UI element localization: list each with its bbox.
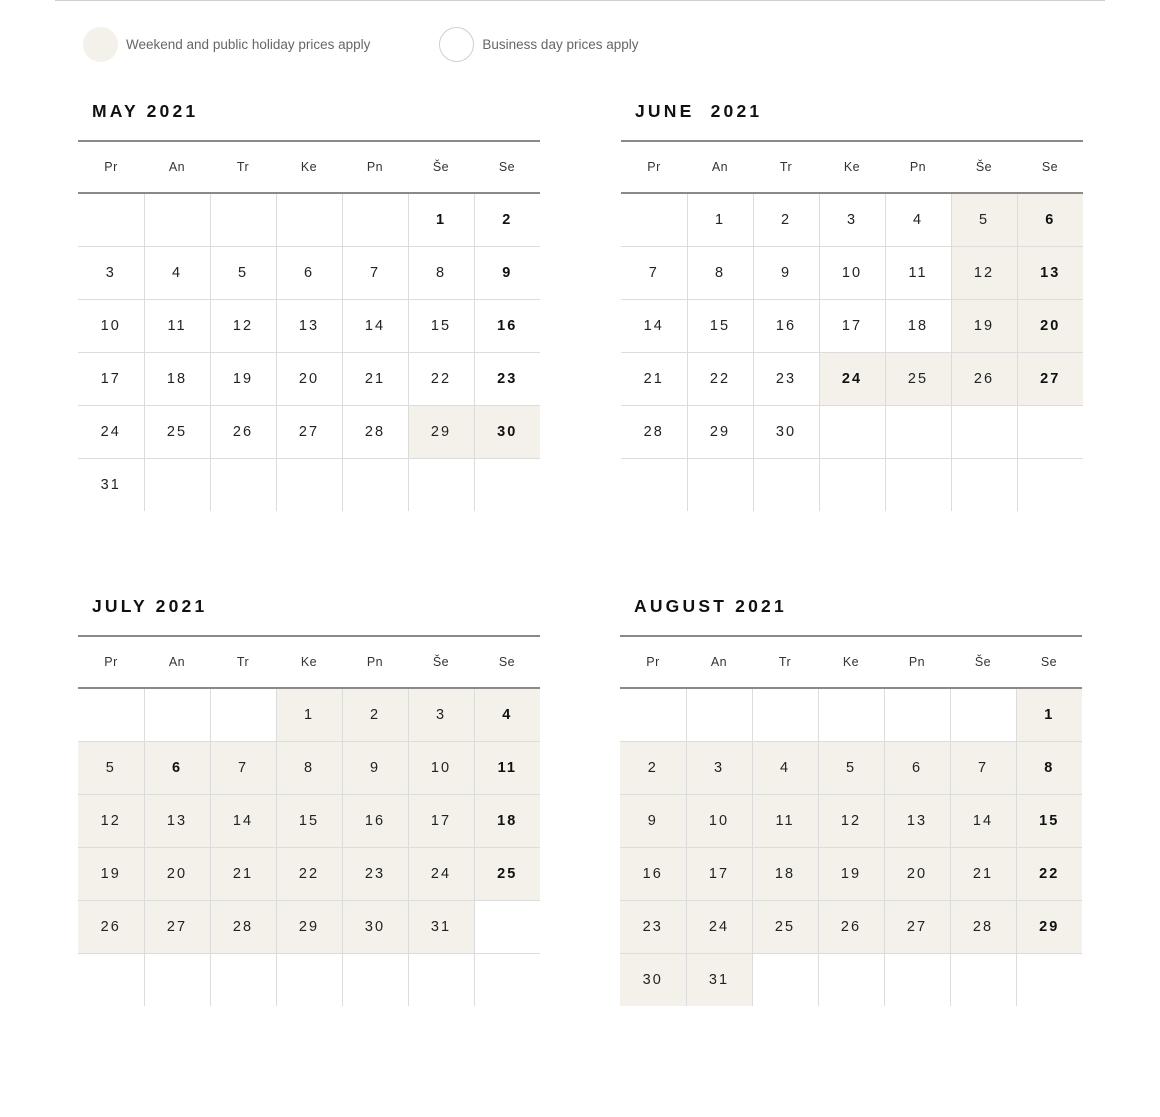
week-row [78, 405, 540, 458]
week-row [620, 900, 1082, 953]
day-cell[interactable]: 6 [1017, 193, 1083, 246]
empty-day-cell [342, 193, 408, 246]
day-cell[interactable]: 3 [819, 193, 885, 246]
calendar-grid [620, 635, 1082, 1006]
day-cell[interactable]: 27 [884, 900, 950, 953]
day-cell[interactable]: 5 [951, 193, 1017, 246]
weekday-label: Še [950, 636, 1016, 688]
weekday-label: Se [474, 636, 540, 688]
weekday-label: Tr [210, 141, 276, 193]
day-cell[interactable]: 4 [752, 741, 818, 794]
day-cell[interactable]: 11 [144, 299, 210, 352]
day-cell[interactable]: 11 [474, 741, 540, 794]
week-row [78, 458, 540, 511]
day-cell[interactable]: 8 [1016, 741, 1082, 794]
day-cell[interactable]: 22 [276, 847, 342, 900]
weekday-label: Tr [210, 636, 276, 688]
top-divider [55, 0, 1105, 1]
day-cell[interactable]: 12 [818, 794, 884, 847]
day-cell[interactable]: 9 [342, 741, 408, 794]
day-cell[interactable]: 25 [474, 847, 540, 900]
day-cell[interactable]: 14 [621, 299, 687, 352]
weekday-label: Pr [78, 636, 144, 688]
weekday-header-row [620, 636, 1082, 688]
day-cell[interactable]: 19 [78, 847, 144, 900]
day-cell[interactable]: 26 [78, 900, 144, 953]
day-cell[interactable]: 6 [144, 741, 210, 794]
day-cell[interactable]: 7 [210, 741, 276, 794]
week-row [78, 352, 540, 405]
day-cell[interactable]: 12 [210, 299, 276, 352]
day-cell[interactable]: 10 [78, 299, 144, 352]
empty-day-cell [408, 953, 474, 1006]
day-cell[interactable]: 11 [752, 794, 818, 847]
empty-day-cell [276, 953, 342, 1006]
weekday-label: Pn [342, 141, 408, 193]
day-cell[interactable]: 3 [408, 688, 474, 741]
month-title: JUNE 2021 [635, 101, 763, 121]
weekday-label: An [687, 141, 753, 193]
day-cell[interactable]: 7 [621, 246, 687, 299]
empty-day-cell [144, 953, 210, 1006]
day-cell[interactable]: 6 [884, 741, 950, 794]
day-cell[interactable]: 6 [276, 246, 342, 299]
legend-weekend-label: Weekend and public holiday prices apply [126, 36, 371, 52]
empty-day-cell [951, 405, 1017, 458]
empty-day-cell [818, 688, 884, 741]
empty-day-cell [474, 458, 540, 511]
day-cell[interactable]: 16 [342, 794, 408, 847]
empty-day-cell [752, 953, 818, 1006]
day-cell[interactable]: 24 [819, 352, 885, 405]
day-cell[interactable]: 26 [951, 352, 1017, 405]
day-cell[interactable]: 31 [408, 900, 474, 953]
day-cell[interactable]: 16 [620, 847, 686, 900]
weekday-label: Pn [884, 636, 950, 688]
empty-day-cell [144, 458, 210, 511]
empty-day-cell [885, 458, 951, 511]
weekend-swatch-icon [83, 27, 118, 62]
weekday-label: Še [951, 141, 1017, 193]
day-cell[interactable]: 13 [1017, 246, 1083, 299]
day-cell[interactable]: 29 [687, 405, 753, 458]
empty-day-cell [144, 688, 210, 741]
day-cell[interactable]: 12 [78, 794, 144, 847]
day-cell[interactable]: 19 [951, 299, 1017, 352]
empty-day-cell [210, 458, 276, 511]
empty-day-cell [819, 458, 885, 511]
empty-day-cell [621, 193, 687, 246]
weekday-label: Pn [342, 636, 408, 688]
day-cell[interactable]: 13 [276, 299, 342, 352]
weekday-label: Ke [276, 141, 342, 193]
weekday-label: Se [1016, 636, 1082, 688]
calendar-grid [78, 635, 540, 1006]
day-cell[interactable]: 25 [144, 405, 210, 458]
week-row [620, 688, 1082, 741]
day-cell[interactable]: 26 [818, 900, 884, 953]
week-row [78, 900, 540, 953]
day-cell[interactable]: 2 [753, 193, 819, 246]
empty-day-cell [408, 458, 474, 511]
week-row [620, 794, 1082, 847]
empty-day-cell [885, 405, 951, 458]
day-cell[interactable]: 24 [686, 900, 752, 953]
day-cell[interactable]: 21 [950, 847, 1016, 900]
day-cell[interactable]: 16 [753, 299, 819, 352]
week-row [78, 953, 540, 1006]
day-cell[interactable]: 27 [144, 900, 210, 953]
weekday-label: Ke [819, 141, 885, 193]
weekday-header-row [78, 141, 540, 193]
week-row [78, 193, 540, 246]
empty-day-cell [1017, 458, 1083, 511]
empty-day-cell [818, 953, 884, 1006]
day-cell[interactable]: 23 [753, 352, 819, 405]
weekday-label: Se [474, 141, 540, 193]
day-cell[interactable]: 10 [408, 741, 474, 794]
day-cell[interactable]: 29 [276, 900, 342, 953]
week-row [621, 352, 1083, 405]
weekday-label: Tr [752, 636, 818, 688]
day-cell[interactable]: 27 [1017, 352, 1083, 405]
day-cell[interactable]: 22 [1016, 847, 1082, 900]
day-cell[interactable]: 17 [819, 299, 885, 352]
day-cell[interactable]: 7 [342, 246, 408, 299]
weekday-label: Ke [818, 636, 884, 688]
day-cell[interactable]: 3 [686, 741, 752, 794]
day-cell[interactable]: 23 [620, 900, 686, 953]
day-cell[interactable]: 8 [408, 246, 474, 299]
empty-day-cell [474, 900, 540, 953]
day-cell[interactable]: 19 [210, 352, 276, 405]
week-row [78, 847, 540, 900]
weekday-label: Tr [753, 141, 819, 193]
day-cell[interactable]: 2 [620, 741, 686, 794]
day-cell[interactable]: 30 [620, 953, 686, 1006]
day-cell[interactable]: 9 [620, 794, 686, 847]
day-cell[interactable]: 7 [950, 741, 1016, 794]
day-cell[interactable]: 20 [884, 847, 950, 900]
weekday-label: Pn [885, 141, 951, 193]
day-cell[interactable]: 14 [210, 794, 276, 847]
day-cell[interactable]: 10 [686, 794, 752, 847]
day-cell[interactable]: 17 [686, 847, 752, 900]
day-cell[interactable]: 31 [686, 953, 752, 1006]
day-cell[interactable]: 8 [687, 246, 753, 299]
week-row [78, 741, 540, 794]
empty-day-cell [687, 458, 753, 511]
day-cell[interactable]: 11 [885, 246, 951, 299]
legend-business-label: Business day prices apply [482, 36, 639, 52]
week-row [78, 794, 540, 847]
weekday-label: Še [408, 141, 474, 193]
day-cell[interactable]: 28 [210, 900, 276, 953]
day-cell[interactable]: 29 [408, 405, 474, 458]
weekday-header-row [621, 141, 1083, 193]
weekday-label: An [144, 141, 210, 193]
day-cell[interactable]: 28 [950, 900, 1016, 953]
empty-day-cell [1017, 405, 1083, 458]
day-cell[interactable]: 27 [276, 405, 342, 458]
empty-day-cell [276, 193, 342, 246]
weekday-header-row [78, 636, 540, 688]
day-cell[interactable]: 2 [342, 688, 408, 741]
day-cell[interactable]: 22 [687, 352, 753, 405]
day-cell[interactable]: 1 [276, 688, 342, 741]
weekday-label: Pr [621, 141, 687, 193]
day-cell[interactable]: 12 [951, 246, 1017, 299]
empty-day-cell [884, 953, 950, 1006]
empty-day-cell [78, 193, 144, 246]
day-cell[interactable]: 9 [753, 246, 819, 299]
day-cell[interactable]: 28 [621, 405, 687, 458]
day-cell[interactable]: 1 [687, 193, 753, 246]
empty-day-cell [210, 193, 276, 246]
empty-day-cell [210, 953, 276, 1006]
day-cell[interactable]: 14 [342, 299, 408, 352]
empty-day-cell [1016, 953, 1082, 1006]
day-cell[interactable]: 15 [687, 299, 753, 352]
day-cell[interactable]: 23 [474, 352, 540, 405]
day-cell[interactable]: 18 [144, 352, 210, 405]
empty-day-cell [342, 458, 408, 511]
day-cell[interactable]: 29 [1016, 900, 1082, 953]
empty-day-cell [621, 458, 687, 511]
month-title: JULY 2021 [92, 596, 208, 616]
week-row [620, 741, 1082, 794]
day-cell[interactable]: 1 [408, 193, 474, 246]
empty-day-cell [276, 458, 342, 511]
day-cell[interactable]: 23 [342, 847, 408, 900]
day-cell[interactable]: 17 [408, 794, 474, 847]
calendar-grid [621, 140, 1083, 511]
day-cell[interactable]: 30 [753, 405, 819, 458]
day-cell[interactable]: 1 [1016, 688, 1082, 741]
day-cell[interactable]: 16 [474, 299, 540, 352]
day-cell[interactable]: 4 [474, 688, 540, 741]
empty-day-cell [752, 688, 818, 741]
day-cell[interactable]: 24 [78, 405, 144, 458]
empty-day-cell [686, 688, 752, 741]
legend-business [439, 27, 638, 62]
empty-day-cell [78, 688, 144, 741]
day-cell[interactable]: 13 [144, 794, 210, 847]
empty-day-cell [950, 953, 1016, 1006]
day-cell[interactable]: 20 [144, 847, 210, 900]
empty-day-cell [342, 953, 408, 1006]
day-cell[interactable]: 31 [100, 476, 121, 493]
empty-day-cell [884, 688, 950, 741]
day-cell[interactable]: 30 [474, 405, 540, 458]
day-cell[interactable]: 5 [818, 741, 884, 794]
empty-day-cell [144, 193, 210, 246]
week-row [621, 299, 1083, 352]
day-cell[interactable]: 30 [342, 900, 408, 953]
empty-day-cell [951, 458, 1017, 511]
day-cell[interactable]: 24 [408, 847, 474, 900]
day-cell[interactable]: 5 [210, 246, 276, 299]
day-cell[interactable]: 15 [1016, 794, 1082, 847]
week-row [620, 953, 1082, 1006]
legend-weekend [83, 27, 370, 62]
day-cell[interactable]: 13 [884, 794, 950, 847]
weekday-label: Pr [620, 636, 686, 688]
weekday-label: An [686, 636, 752, 688]
day-cell[interactable]: 21 [342, 352, 408, 405]
day-cell[interactable]: 3 [78, 246, 144, 299]
day-cell[interactable]: 15 [276, 794, 342, 847]
empty-day-cell [78, 953, 144, 1006]
day-cell[interactable]: 18 [885, 299, 951, 352]
day-cell[interactable]: 10 [819, 246, 885, 299]
business-swatch-icon [439, 27, 474, 62]
week-row [621, 193, 1083, 246]
day-cell[interactable]: 18 [752, 847, 818, 900]
day-cell[interactable]: 9 [474, 246, 540, 299]
day-cell[interactable]: 20 [1017, 299, 1083, 352]
empty-day-cell [620, 688, 686, 741]
day-cell[interactable]: 2 [474, 193, 540, 246]
week-row [78, 299, 540, 352]
week-row [620, 847, 1082, 900]
month-title: MAY 2021 [92, 101, 199, 121]
day-cell[interactable]: 25 [752, 900, 818, 953]
empty-day-cell [950, 688, 1016, 741]
empty-day-cell [753, 458, 819, 511]
day-cell[interactable]: 4 [144, 246, 210, 299]
weekday-label: Se [1017, 141, 1083, 193]
day-cell[interactable]: 21 [210, 847, 276, 900]
day-cell[interactable]: 17 [78, 352, 144, 405]
week-row [621, 458, 1083, 511]
price-legend [83, 26, 639, 62]
day-cell[interactable]: 4 [885, 193, 951, 246]
week-row [78, 246, 540, 299]
calendar-grid [78, 140, 540, 511]
weekday-label: An [144, 636, 210, 688]
day-cell[interactable]: 22 [408, 352, 474, 405]
day-cell[interactable]: 5 [78, 741, 144, 794]
day-cell[interactable]: 14 [950, 794, 1016, 847]
day-cell[interactable]: 28 [342, 405, 408, 458]
weekday-label: Pr [78, 141, 144, 193]
week-row [621, 246, 1083, 299]
day-cell[interactable]: 15 [408, 299, 474, 352]
empty-day-cell [474, 953, 540, 1006]
weekday-label: Ke [276, 636, 342, 688]
day-cell[interactable]: 20 [276, 352, 342, 405]
day-cell[interactable]: 19 [818, 847, 884, 900]
day-cell[interactable]: 8 [276, 741, 342, 794]
month-title: AUGUST 2021 [634, 596, 787, 616]
day-cell[interactable]: 26 [210, 405, 276, 458]
day-cell[interactable]: 25 [885, 352, 951, 405]
empty-day-cell [210, 688, 276, 741]
empty-day-cell [819, 405, 885, 458]
week-row [621, 405, 1083, 458]
day-cell[interactable]: 21 [621, 352, 687, 405]
day-cell[interactable]: 18 [474, 794, 540, 847]
weekday-label: Še [408, 636, 474, 688]
week-row [78, 688, 540, 741]
